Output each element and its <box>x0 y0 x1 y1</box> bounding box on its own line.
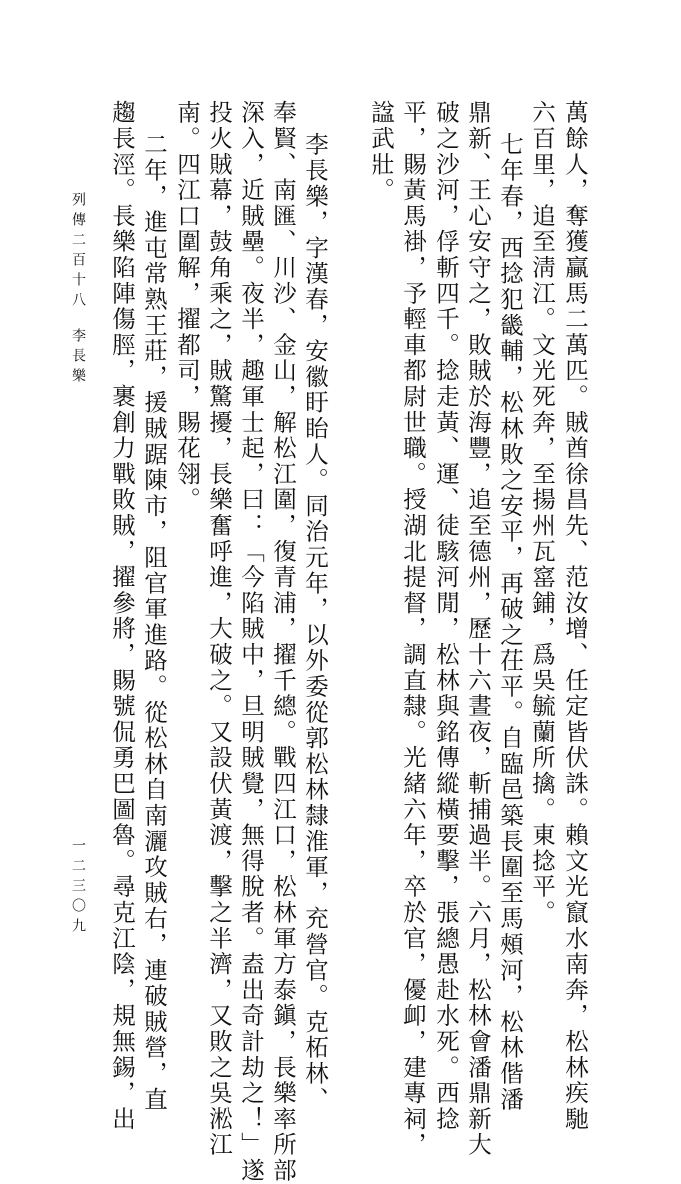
text-column-13: 南。四江口圍解，擢都司，賜花翎。 <box>173 100 201 513</box>
text-column-9: 李長樂，字漢春，安徽盱眙人。同治元年，以外委從郭松林隸淮軍，充營官。克柘林、 <box>301 132 329 1113</box>
text-column-4: 鼎新、王心安守之，敗賊於海豐，追至德州，歷十六晝夜，斬捕過半。六月，松林會潘鼎新大 <box>464 100 492 1158</box>
text-column-11: 深入，近賊壘。夜半，趣軍士起，曰：「今陷賊中，旦明賊覺，無得脫者。盍出奇計劫之！」遂 <box>237 100 265 1184</box>
biography-name: 李長樂 <box>70 328 86 388</box>
text-column-1: 萬餘人，奪獲贏馬二萬匹。賊酋徐昌先、范汝增、任定皆伏誅。賴文光竄水南奔，松林疾馳 <box>561 100 589 1132</box>
page-number: 一二三〇九 <box>70 838 86 938</box>
text-column-5: 破之沙河，俘斬四千。捻走黃、運、徒駭河閒，松林與銘傳縱橫要擊，張總愚赴水死。西捻 <box>432 100 460 1132</box>
text-column-2: 六百里，追至淸江。文光死奔，至揚州瓦窰鋪，爲吳毓蘭所擒。東捻平。 <box>528 100 556 926</box>
text-column-12: 投火賊幕，鼓角乘之，賊驚擾，長樂奮呼進，大破之。又設伏黃渡，擊之半濟，又敗之吳淞江 <box>205 100 233 1158</box>
text-column-3: 七年春，西捻犯畿輔，松林敗之安平，再破之茌平。自臨邑築長圍至馬頰河，松林偕潘 <box>496 132 524 1113</box>
text-column-14: 二年，進屯常熟王莊，援賊踞陳市，阻官軍進路。從松林自南灑攻賊右，連破賊營，直 <box>140 132 168 1113</box>
text-column-7: 諡武壯。 <box>367 100 395 204</box>
text-column-10: 奉賢、南匯、川沙、金山，解松江圍，復青浦，擢千總。戰四江口，松林軍方泰鎭，長樂率所部 <box>269 100 297 1184</box>
text-column-15: 趨長涇。長樂陷陣傷脛，裹創力戰敗賊，擢參將，賜號侃勇巴圖魯。尋克江陰，規無錫，出 <box>108 100 136 1132</box>
text-column-6: 平，賜黃馬褂，予輕車都尉世職。授湖北提督，調直隸。光緒六年，卒於官，優卹，建專祠， <box>399 100 427 1158</box>
chapter-label: 列傳二百十八 <box>70 192 86 312</box>
